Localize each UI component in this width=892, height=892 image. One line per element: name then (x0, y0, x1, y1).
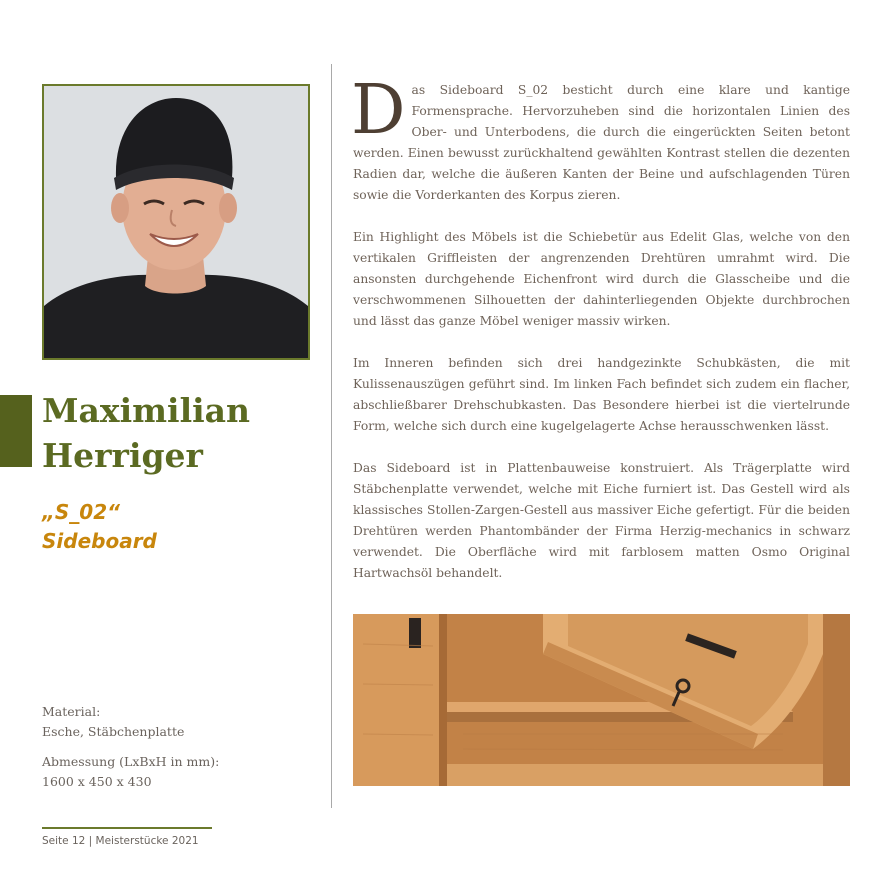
paragraph-4: Das Sideboard ist in Plattenbauweise konstruiert. Als Trägerplatte wird Stäbchenplatte verwendet, welche mit Eiche furniert ist. Das Gestell wird als klassisches Stollen-Zargen-Gestell aus massiver Eiche gefertigt. Für die beiden Drehtüren werden Phantombänder der Firma Herzig-mechanics in schwarz verwendet. Die Oberfläche wird mit farblosem matten Osmo Original Hartwachsöl behandelt. (353, 461, 850, 580)
dimension-value: 1600 x 450 x 430 (42, 774, 152, 789)
paragraph-2: Ein Highlight des Möbels ist die Schiebetür aus Edelit Glas, welche von den vertikalen Griffleisten der angrenzenden Drehtüren umrahmt wird. Die ansonsten durchgehende Eichenfront wird durch die Glasscheibe und die verschwommenen Silhouetten der dahinterliegenden Objekte durchbrochen und lässt das ganze Möbel weniger massiv wirken. (353, 230, 850, 328)
specs-block (42, 702, 219, 802)
column-divider (331, 64, 332, 808)
designer-portrait (42, 84, 310, 360)
footer-rule (42, 827, 212, 829)
designer-last-name: Herriger (42, 436, 203, 475)
dimension-label: Abmessung (LxBxH in mm): (42, 754, 220, 769)
accent-bar (0, 395, 32, 467)
work-title: „S_02“ (42, 500, 120, 524)
paragraph-3: Im Inneren befinden sich drei handgezinkte Schubkästen, die mit Kulissenauszügen geführt sind. Im linken Fach befindet sich zudem ein flacher, abschließbarer Drehschubkasten. Das Besondere hierbei ist die viertelrunde Form, welche sich durch eine kugelgelagerte Achse herausschwenken lässt. (353, 356, 850, 433)
designer-first-name: Maximilian (42, 391, 251, 430)
material-label: Material: (42, 704, 101, 719)
paragraph-1 (351, 71, 850, 206)
paragraph-1-text: as Sideboard S_02 besticht durch eine klare und kantige Formensprache. Hervorzuheben sind die horizontalen Linien des Ober- und Unterbodens, die durch die eingerückten Seiten betont werden. Einen bewusst zurückhaltend gewählten Kontrast stellen die dezenten Radien dar, welche die äußeren Kanten der Beine und aufschlagenden Türen sowie die Vorderkanten des Korpus zieren. (353, 83, 850, 202)
dimension-spec (42, 752, 219, 792)
drop-cap: D (351, 71, 406, 150)
work-subtitle: Sideboard (42, 529, 157, 553)
work-title-block (42, 498, 157, 556)
material-value: Esche, Stäbchenplatte (42, 724, 185, 739)
page-footer: Seite 12 | Meisterstücke 2021 (42, 835, 199, 847)
body-text (351, 71, 850, 605)
material-spec (42, 702, 219, 742)
sideboard-photo (353, 614, 850, 786)
designer-name (42, 388, 250, 478)
